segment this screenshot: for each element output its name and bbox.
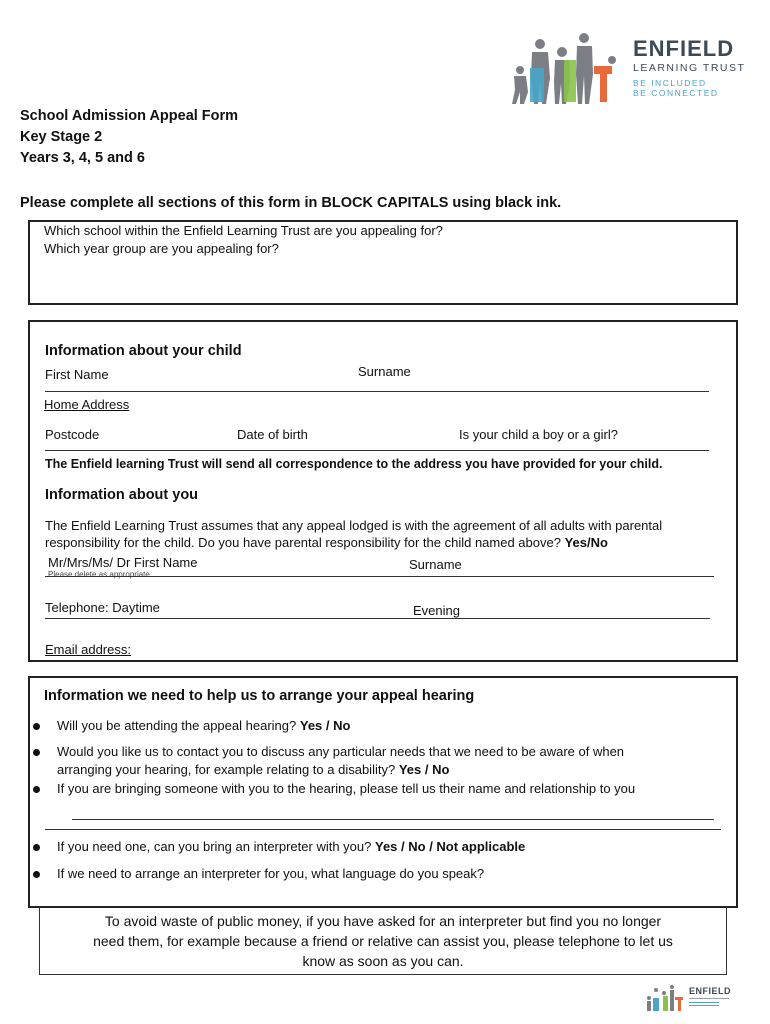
companion-line-1 — [72, 819, 714, 820]
dob-label: Date of birth — [237, 427, 308, 442]
school-question: Which school within the Enfield Learning Trust are you appealing for? — [44, 223, 443, 238]
notice-line3: know as soon as you can. — [302, 953, 464, 969]
bullet-2 — [33, 749, 40, 756]
you-para-line1: The Enfield Learning Trust assumes that any appeal lodged is with the agreement of all adults with parental — [45, 518, 663, 533]
correspondence-note: The Enfield learning Trust will send all correspondence to the address you have provided for your child. — [45, 457, 663, 471]
child-surname-label: Surname — [358, 364, 411, 379]
you-surname-label: Surname — [409, 557, 462, 572]
footer-logo-lines-2 — [689, 1002, 719, 1003]
telephone-line — [45, 618, 710, 619]
footer-logo-figures-icon — [643, 984, 687, 1012]
form-years: Years 3, 4, 5 and 6 — [20, 150, 145, 166]
you-name-line — [45, 576, 714, 577]
footer-logo — [643, 984, 743, 1012]
form-instruction: Please complete all sections of this form in BLOCK CAPITALS using black ink. — [20, 195, 562, 211]
you-heading: Information about you — [45, 487, 199, 503]
boy-girl-label: Is your child a boy or a girl? — [459, 427, 618, 442]
footer-logo-lines-3 — [689, 1005, 719, 1006]
interpreter-yes-no-na[interactable]: Yes / No / Not applicable — [375, 839, 526, 854]
tel-evening-label: Evening — [413, 603, 460, 618]
logo-name-line1: ENFIELD — [633, 36, 735, 61]
title-first-name-label: Mr/Mrs/Ms/ Dr First Name — [48, 555, 198, 570]
postcode-label: Postcode — [45, 427, 100, 442]
delete-note: Please delete as appropriate — [48, 570, 150, 579]
child-details-line — [45, 450, 709, 451]
year-group-question: Which year group are you appealing for? — [44, 241, 279, 256]
form-title: School Admission Appeal Form — [20, 108, 239, 124]
email-label: Email address: — [45, 642, 131, 657]
footer-logo-lines — [689, 998, 729, 999]
companion-question: If you are bringing someone with you to the hearing, please tell us their name and relationship to you — [57, 781, 636, 796]
hearing-heading: Information we need to help us to arrange your appeal hearing — [44, 688, 475, 704]
needs-question-line2: arranging your hearing, for example relating to a disability? Yes / No — [57, 762, 450, 777]
footer-logo-name: ENFIELD — [689, 986, 732, 996]
child-first-name-label: First Name — [45, 367, 109, 382]
form-key-stage: Key Stage 2 — [20, 129, 103, 145]
bullet-1 — [33, 723, 40, 730]
tel-daytime-label: Telephone: Daytime — [45, 600, 160, 615]
attend-yes-no[interactable]: Yes / No — [299, 718, 351, 733]
notice-line2: need them, for example because a friend or relative can assist you, please telephone to let us — [93, 933, 673, 949]
logo-figures-icon — [500, 30, 625, 105]
companion-line-2 — [45, 829, 721, 830]
home-address-label: Home Address — [44, 397, 130, 412]
needs-yes-no[interactable]: Yes / No — [398, 762, 450, 777]
child-heading: Information about your child — [45, 343, 242, 359]
attend-question: Will you be attending the appeal hearing? Yes / No — [57, 718, 351, 733]
you-para-line2 — [45, 535, 608, 550]
language-question: If we need to arrange an interpreter for you, what language do you speak? — [57, 866, 485, 881]
parental-yes-no[interactable]: Yes/No — [564, 535, 608, 550]
logo-tagline2: BE CONNECTED — [633, 88, 719, 98]
logo-name-line2: LEARNING TRUST — [633, 62, 746, 74]
bring-interpreter-question: If you need one, can you bring an interpreter with you? Yes / No / Not applicable — [57, 839, 526, 854]
bullet-3 — [33, 786, 40, 793]
you-para-text: responsibility for the child. Do you have parental responsibility for the child named above? — [45, 535, 561, 550]
child-name-line — [45, 391, 709, 392]
needs-question-line1: Would you like us to contact you to discuss any particular needs that we need to be aware of when — [57, 744, 625, 759]
bullet-4 — [33, 844, 40, 851]
notice-line1: To avoid waste of public money, if you have asked for an interpreter but find you no longer — [104, 913, 662, 929]
bullet-5 — [33, 871, 40, 878]
logo-tagline1: BE INCLUDED — [633, 78, 707, 88]
trust-logo — [500, 30, 750, 105]
